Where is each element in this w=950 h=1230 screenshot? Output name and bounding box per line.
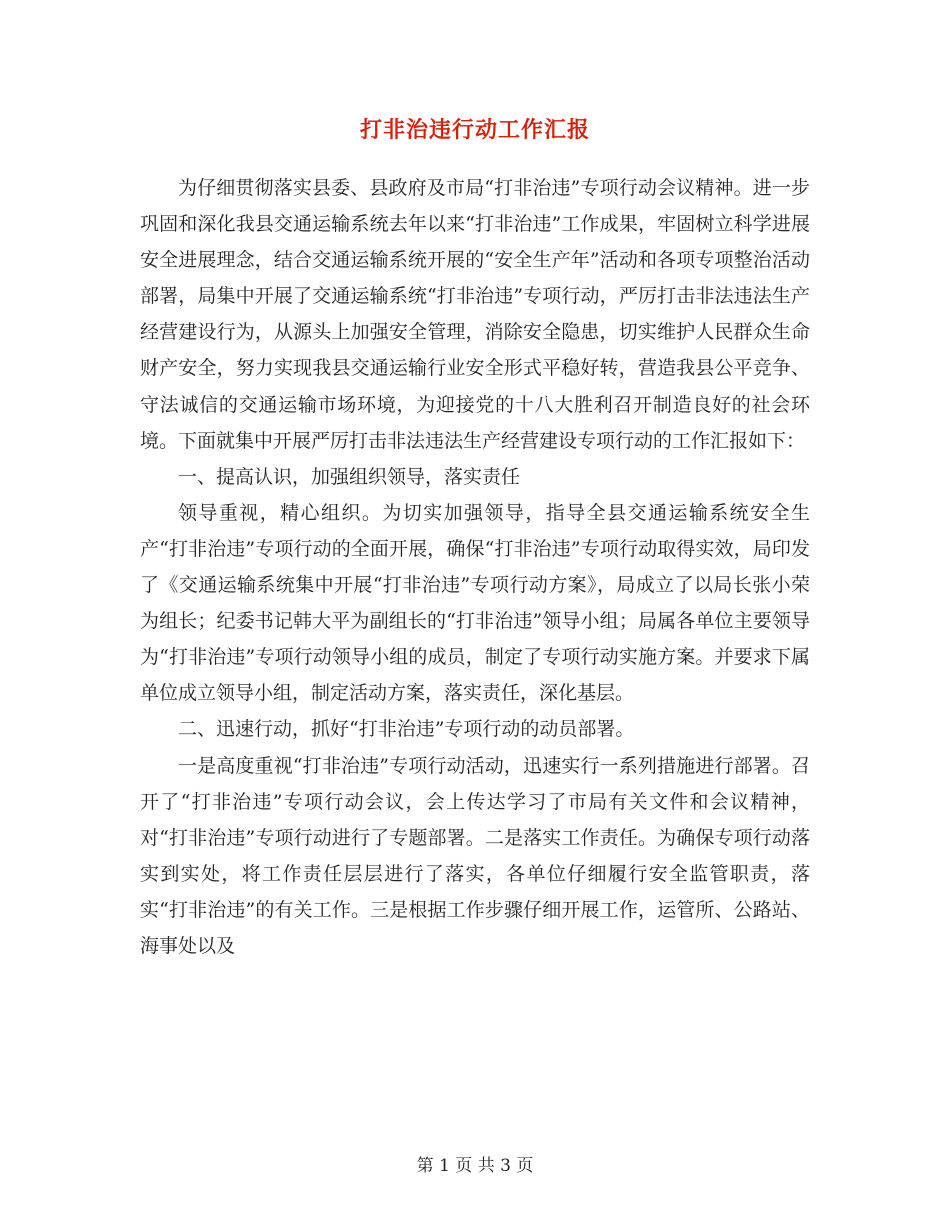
paragraph-intro: 为仔细贯彻落实县委、县政府及市局“打非治违”专项行动会议精神。进一步巩固和深化我县交通运输系统去年以来“打非治违”工作成果，牢固树立科学进展安全进展理念，结合交通运输系统开展的“安全生产年”活动和各项专项整治活动部署，局集中开展了交通运输系统“打非治违”专项行动，严厉打击非法违法生产经营建设行为，从源头上加强安全管理，消除安全隐患，切实维护人民群众生命财产安全，努力实现我县交通运输行业安全形式平稳好转，营造我县公平竞争、守法诚信的交通运输市场环境，为迎接党的十八大胜利召开制造良好的社会环境。下面就集中开展严厉打击非法违法生产经营建设专项行动的工作汇报如下： — [140, 177, 810, 452]
document-body — [140, 170, 810, 964]
section-heading-2: 二、迅速行动，抓好“打非治违”专项行动的动员部署。 — [178, 718, 635, 741]
page-number-footer: 第 1 页 共 3 页 — [416, 1156, 534, 1176]
paragraph-leadership: 领导重视，精心组织。为切实加强领导，指导全县交通运输系统安全生产“打非治违”专项行动的全面开展，确保“打非治违”专项行动取得实效，局印发了《交通运输系统集中开展“打非治违”专项行动方案》，局成立了以局长张小荣为组长；纪委书记韩大平为副组长的“打非治违”领导小组；局属各单位主要领导为“打非治违”专项行动领导小组的成员，制定了专项行动实施方案。并要求下属单位成立领导小组，制定活动方案，落实责任，深化基层。 — [140, 501, 810, 705]
section-heading-1: 一、提高认识，加强组织领导，落实责任 — [178, 465, 521, 488]
paragraph-deployment: 一是高度重视“打非治违”专项行动活动，迅速实行一系列措施进行部署。召开了“打非治违”专项行动会议，会上传达学习了市局有关文件和会议精神，对“打非治违”专项行动进行了专题部署。二是落实工作责任。为确保专项行动落实到实处，将工作责任层层进行了落实，各单位仔细履行安全监管职责，落实“打非治违”的有关工作。三是根据工作步骤仔细开展工作，运管所、公路站、海事处以及 — [140, 754, 810, 957]
document-title: 打非治违行动工作汇报 — [359, 117, 590, 143]
